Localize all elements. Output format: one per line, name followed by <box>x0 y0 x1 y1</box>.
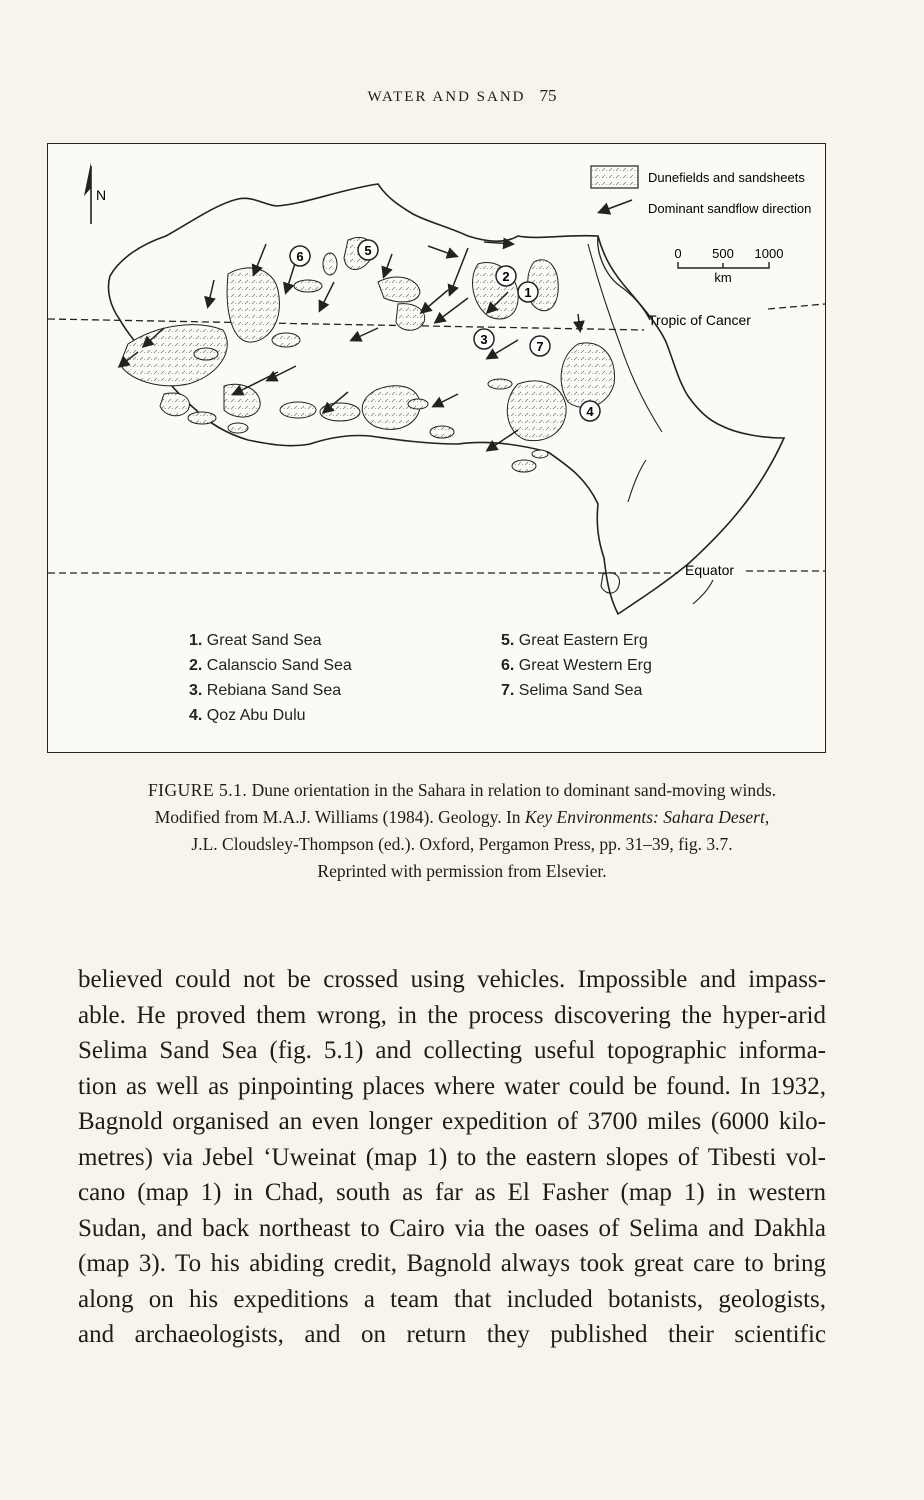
sand-sea-list-right <box>501 628 652 703</box>
sandflow-arrow <box>434 394 458 406</box>
running-head-title: WATER AND SAND <box>367 89 526 105</box>
svg-text:1: 1 <box>524 285 532 300</box>
marker-4 <box>580 401 600 421</box>
text-line: and archaeologists, and on return they published their scientific <box>78 1321 826 1348</box>
dunefield-swatch <box>591 166 638 188</box>
map-legend <box>591 166 811 216</box>
dunefield <box>272 333 300 347</box>
marker-2 <box>496 266 516 286</box>
dunefield <box>561 343 614 408</box>
scale-bar <box>674 246 783 285</box>
list-item: 2. Calanscio Sand Sea <box>189 657 352 674</box>
text-line: (map 3). To his abiding credit, Bagnold always took great care to bring <box>78 1250 826 1277</box>
caption-line-3: J.L. Cloudsley-Thompson (ed.). Oxford, Pergamon Press, pp. 31–39, fig. 3.7. <box>191 834 733 854</box>
marker-1 <box>518 282 538 302</box>
caption-line-2b: Key Environments: Sahara Desert, <box>524 807 770 827</box>
text-line: Selima Sand Sea (fig. 5.1) and collecting useful topographic informa- <box>78 1037 826 1064</box>
svg-text:7: 7 <box>536 339 544 354</box>
dunefield <box>532 450 548 458</box>
dunefield <box>294 280 322 292</box>
list-item: 4. Qoz Abu Dulu <box>189 707 306 724</box>
sandflow-arrow <box>436 298 468 322</box>
text-line: along on his expeditions a team that included botanists, geologists, <box>78 1285 826 1313</box>
text-line: Bagnold organised an even longer expedition of 3700 miles (6000 kilo- <box>78 1108 826 1135</box>
list-item: 3. Rebiana Sand Sea <box>189 682 342 699</box>
caption-line-4: Reprinted with permission from Elsevier. <box>317 861 607 881</box>
africa-coastline <box>108 184 784 614</box>
sand-sea-list-left <box>189 628 352 728</box>
north-label: N <box>96 187 107 203</box>
sandflow-legend-arrow-icon <box>600 200 632 212</box>
marker-7 <box>530 336 550 356</box>
text-line: Sudan, and back northeast to Cairo via the oases of Selima and Dakhla <box>78 1214 826 1242</box>
svg-text:500: 500 <box>712 246 734 261</box>
figure-label: FIGURE 5.1. <box>147 780 248 800</box>
tropic-label: Tropic of Cancer <box>648 312 751 328</box>
caption-line-1: Dune orientation in the Sahara in relation to dominant sand-moving winds. <box>251 780 777 800</box>
sandflow-arrow <box>422 290 448 312</box>
red-sea-coast <box>598 236 650 320</box>
figure-caption <box>60 777 864 885</box>
figure-5-1 <box>47 143 826 753</box>
svg-text:4: 4 <box>586 404 594 419</box>
legend-sandflow-label: Dominant sandflow direction <box>648 201 812 216</box>
marker-6 <box>290 246 310 266</box>
equator-label: Equator <box>685 562 735 578</box>
dunefield <box>512 460 536 472</box>
dunefield <box>280 402 316 418</box>
list-item: 6. Great Western Erg <box>501 657 652 674</box>
dunefield <box>228 423 248 433</box>
sandflow-arrow <box>268 366 296 380</box>
text-line: metres) via Jebel ‘Uweinat (map 1) to the eastern slopes of Tibesti vol- <box>78 1143 826 1171</box>
equator-leader <box>693 580 713 604</box>
scale-unit: km <box>714 270 732 285</box>
sandflow-arrow <box>384 254 392 276</box>
list-item: 7. Selima Sand Sea <box>501 682 643 699</box>
text-line: believed could not be crossed using vehicles. Impossible and impass- <box>78 966 826 993</box>
sandflow-arrow <box>352 328 378 340</box>
sandflow-arrow <box>578 314 580 330</box>
sandflow-arrow <box>488 430 518 450</box>
svg-text:0: 0 <box>674 246 682 261</box>
caption-line-2a: Modified from M.A.J. Williams (1984). Geology. In <box>154 807 525 827</box>
sahara-dune-map <box>48 144 825 752</box>
nile-south <box>628 460 646 502</box>
svg-text:1000: 1000 <box>754 246 784 261</box>
running-head <box>0 86 924 106</box>
tropic-line-west <box>48 319 644 330</box>
sandflow-arrow <box>208 280 214 306</box>
marker-3 <box>474 329 494 349</box>
dunefield <box>320 403 360 421</box>
svg-text:3: 3 <box>480 332 488 347</box>
text-line: able. He proved them wrong, in the process discovering the hyper-arid <box>78 1001 826 1029</box>
svg-text:6: 6 <box>296 249 304 264</box>
list-item: 1. Great Sand Sea <box>189 632 322 649</box>
dunefield <box>227 268 279 342</box>
sandflow-arrow <box>428 246 456 256</box>
dunefield <box>323 253 337 275</box>
dunefield <box>430 426 454 438</box>
svg-text:2: 2 <box>502 269 510 284</box>
north-arrow-icon <box>84 162 91 224</box>
list-item: 5. Great Eastern Erg <box>501 632 648 649</box>
dunefield <box>160 393 189 416</box>
dunefield <box>188 412 216 424</box>
dunefield <box>488 379 512 389</box>
lake-victoria <box>601 573 619 593</box>
page-number: 75 <box>539 86 557 105</box>
text-line: cano (map 1) in Chad, south as far as El Fasher (map 1) in western <box>78 1179 826 1206</box>
sandflow-arrow <box>234 372 278 394</box>
dunefield <box>194 348 218 360</box>
marker-5 <box>358 240 378 260</box>
text-line: tion as well as pinpointing places where water could be found. In 1932, <box>78 1072 826 1100</box>
legend-dunefields-label: Dunefields and sandsheets <box>648 170 805 185</box>
svg-text:5: 5 <box>364 243 372 258</box>
body-paragraph <box>78 962 826 1353</box>
dunefield <box>408 399 428 409</box>
dunefield <box>378 277 420 302</box>
sandflow-arrow <box>484 242 512 244</box>
dunefield <box>396 304 425 331</box>
tropic-line-east <box>768 304 825 309</box>
